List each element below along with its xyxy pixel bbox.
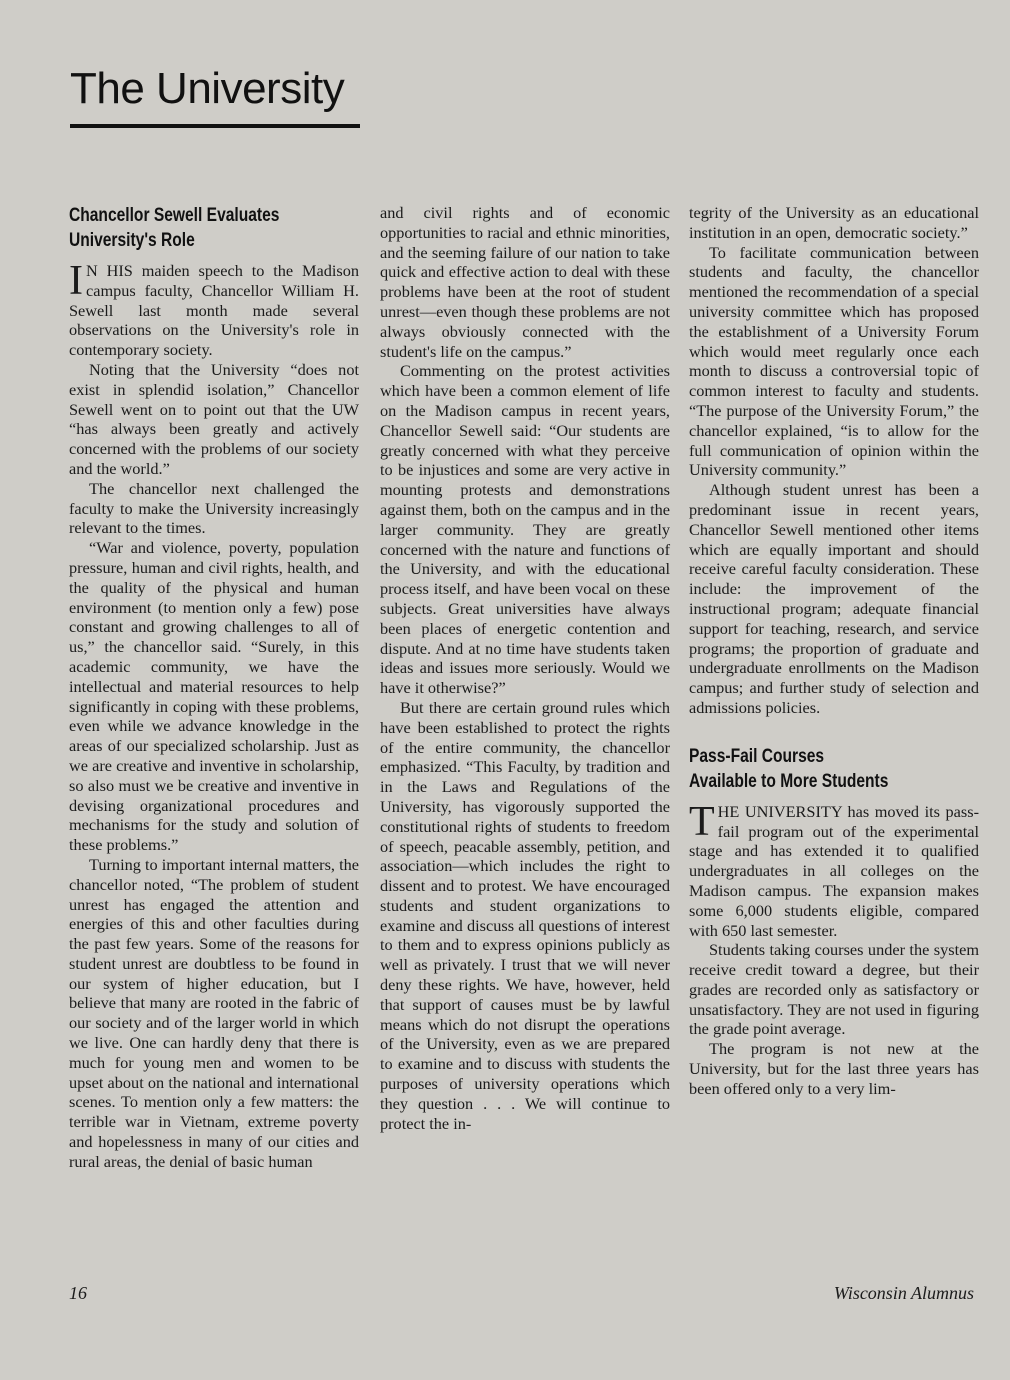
- column-2: [380, 203, 670, 1133]
- article1-headline-line1: Chancellor Sewell Evaluates: [69, 205, 280, 226]
- article1-paragraph: Commenting on the protest activities which have been a common element of life on the Madison campus in recent years, Chancellor Sewell said: “Our students are greatly concerned with what they perceive to be injustices and some are very active in mounting protests and demonstrations against them, both on the campus and in the larger community. They are greatly concerned with the nature and functions of the University, and with the educational process itself, and have been vocal on these subjects. Great universities have always been places of energetic contention and dispute. And at no time have students taken ideas and issues more seriously. Would we have it otherwise?”: [380, 361, 670, 698]
- article1-dropcap: I: [69, 258, 83, 304]
- section-title: The University: [70, 64, 345, 113]
- article2-headline-line1: Pass-Fail Courses: [689, 745, 825, 767]
- article2-paragraph: THE UNIVERSITY has moved its pass-fail program out of the experimental stage and has extended it to qualified undergraduates in all colleges on the Madison campus. The expansion makes some 6,000 students eligible, compared with 650 last semester.: [689, 798, 979, 940]
- article1-paragraph: But there are certain ground rules which have been established to protect the rights of the entire community, the chancellor emphasized. “This Faculty, by tradition and in the Laws and Regulations of the University, has vigorously supported the constitutional rights of students to freedom of speech, peacable assembly, petition, and association—which includes the right to dissent and to protest. We have encouraged students and student organizations to examine and discuss all questions of interest to them and to express opinions publicly as well as privately. I trust that we will never deny these rights. We have, however, held that support of causes must be by lawful means which do not disrupt the operations of the University, even as we are prepared to examine and to discuss with students the purposes of university operations which they question . . . We will continue to protect the in-: [380, 697, 670, 1133]
- article1-paragraph: To facilitate communication between students and faculty, the chancellor mentioned the recommendation of a special university committee which has proposed the establishment of a University Forum which would meet regularly once each month to discuss a controversial topic of common interest to faculty and students. “The purpose of the University Forum,” the chancellor explained, “is to allow for the full communication of opinion within the University community.”: [689, 242, 979, 480]
- page-number: 16: [69, 1283, 87, 1303]
- column-3: [689, 203, 979, 1099]
- article1-headline: [69, 203, 359, 253]
- article2-headline: [689, 744, 979, 794]
- article1-paragraph: and civil rights and of economic opportunities to racial and ethnic minorities, and the seeming failure of our nation to take quick and effective action to deal with these problems have been at the root of student unrest—even though these problems are not always obviously connected with the student's life on the campus.”: [380, 203, 670, 361]
- column-1: [69, 203, 359, 1172]
- article1-headline-line2: University's Role: [69, 230, 195, 251]
- article1-paragraph: “War and violence, poverty, population pressure, human and civil rights, health, and the quality of the physical and human environment (to mention only a few) pose constant and growing challenges to all of us,” the chancellor said. “Surely, in this academic community, we have the intellectual and material resources to help significantly in coping with these problems, even while we advance knowledge in the areas of our specialized scholarship. Just as we are creative and inventive in scholarship, so also must we be creative and inventive in devising organizational procedures and mechanisms for the study and solution of these problems.”: [69, 538, 359, 855]
- article1-paragraph: I N HIS maiden speech to the Madison campus faculty, Chancellor William H. Sewell last month made several observations on the University's role in contemporary society.: [69, 258, 359, 360]
- article2-headline-line2: Available to More Students: [689, 770, 889, 792]
- article2-paragraph: Students taking courses under the system receive credit toward a degree, but their grades are recorded only as satisfactory or unsatisfactory. They are not used in figuring the grade point average.: [689, 940, 979, 1039]
- article1-paragraph: Although student unrest has been a predominant issue in recent years, Chancellor Sewell mentioned other items which are equally important and should receive careful faculty consideration. These include: the improvement of the instructional program; adequate financial support for teaching, research, and service programs; the proportion of graduate and undergraduate enrollments on the Madison campus; and further study of selection and admissions policies.: [689, 480, 979, 717]
- article1-paragraph: tegrity of the University as an educational institution in an open, democratic society.”: [689, 203, 979, 242]
- article2-paragraph: The program is not new at the University, but for the last three years has been offered only to a very lim-: [689, 1039, 979, 1098]
- article1-paragraph: Turning to important internal matters, the chancellor noted, “The problem of student unrest has engaged the attention and energies of this and other faculties during the past few years. Some of the reasons for student unrest are doubtless to be found in our system of higher education, but I believe that many are rooted in the fabric of our society and of the larger world in which we live. One can hardly deny that there is much for young men and women to be upset about on the national and international scenes. To mention only a few matters: the terrible war in Vietnam, extreme poverty and hopelessness in many of our cities and rural areas, the denial of basic human: [69, 854, 359, 1171]
- article1-paragraph: The chancellor next challenged the faculty to make the University increasingly relevant to the times.: [69, 478, 359, 538]
- article2-dropcap: T: [689, 798, 715, 845]
- magazine-name: Wisconsin Alumnus: [833, 1283, 974, 1303]
- title-rule: [70, 124, 360, 128]
- article1-paragraph: Noting that the University “does not exist in splendid isolation,” Chancellor Sewell went on to point out that the UW “has always been greatly and actively concerned with the problems of our society and the world.”: [69, 359, 359, 478]
